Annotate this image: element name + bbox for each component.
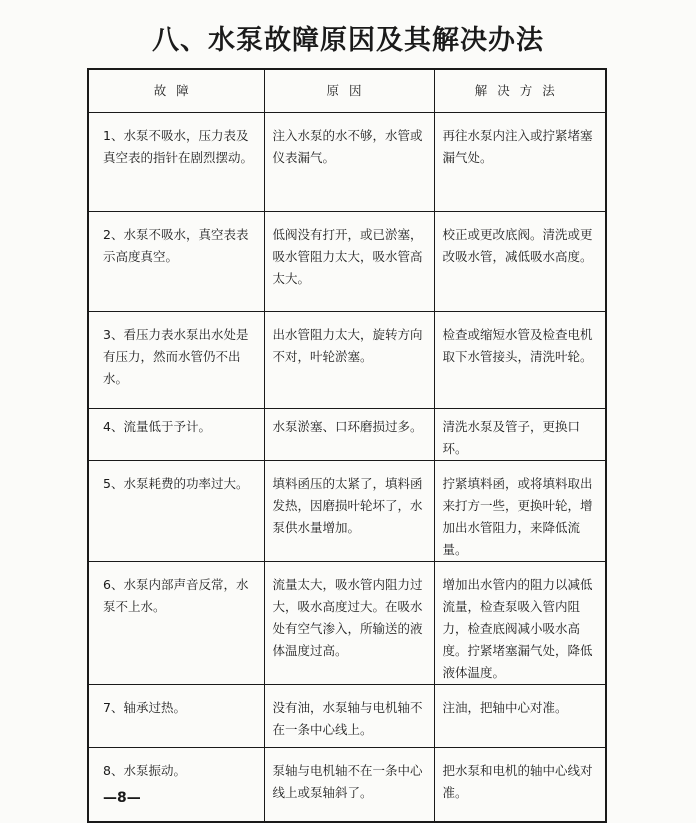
- table-row: [88, 748, 606, 823]
- solution-text: 校正或更改底阀。清洗或更改吸水管，减低吸水高度。: [442, 227, 593, 264]
- fault-cell: [88, 461, 264, 562]
- cause-text: 没有油，水泵轴与电机轴不在一条中心线上。: [272, 700, 423, 737]
- table-row: [88, 562, 606, 685]
- solution-cell: [434, 685, 606, 748]
- page-number: —8—: [103, 790, 141, 806]
- fault-text: 4、流量低于予计。: [103, 419, 211, 434]
- table-row: [88, 113, 606, 212]
- cause-text: 流量太大，吸水管内阻力过大，吸水高度过大。在吸水处有空气渗入，所输送的液体温度过高。: [272, 577, 423, 658]
- fault-cell: [88, 685, 264, 748]
- cause-text: 出水管阻力太大，旋转方向不对，叶轮淤塞。: [272, 327, 423, 364]
- page-title: 八、水泵故障原因及其解决办法: [152, 25, 544, 56]
- fault-cell: [88, 748, 264, 823]
- cause-text: 水泵淤塞、口环磨损过多。: [272, 419, 423, 434]
- solution-text: 拧紧填料函，或将填料取出来打方一些，更换叶轮，增加出水管阻力，来降低流量。: [442, 476, 593, 557]
- fault-cell: [88, 409, 264, 461]
- fault-cell: [88, 562, 264, 685]
- solution-text: 再往水泵内注入或拧紧堵塞漏气处。: [442, 128, 593, 165]
- cause-cell: [264, 461, 434, 562]
- table-row: [88, 312, 606, 409]
- solution-text: 清洗水泵及管子，更换口环。: [442, 419, 581, 456]
- cause-text: 填料函压的太紧了，填料函发热，因磨损叶轮坏了，水泵供水量增加。: [272, 476, 423, 535]
- solution-cell: [434, 748, 606, 823]
- cause-cell: [264, 685, 434, 748]
- header-cause: 原因: [264, 69, 434, 113]
- fault-cell: [88, 212, 264, 312]
- table-row: [88, 409, 606, 461]
- cause-text: 低阀没有打开，或已淤塞，吸水管阻力太大，吸水管高太大。: [272, 227, 423, 286]
- table-row: [88, 461, 606, 562]
- cause-cell: [264, 113, 434, 212]
- cause-text: 泵轴与电机轴不在一条中心线上或泵轴斜了。: [272, 763, 423, 800]
- table-row: [88, 685, 606, 748]
- fault-text: 6、水泵内部声音反常，水泵不上水。: [103, 577, 249, 614]
- fault-text: 3、看压力表水泵出水处是有压力，然而水管仍不出水。: [103, 327, 249, 386]
- solution-cell: [434, 212, 606, 312]
- solution-cell: [434, 312, 606, 409]
- solution-text: 把水泵和电机的轴中心线对准。: [442, 763, 593, 800]
- fault-table: [87, 68, 607, 823]
- cause-text: 注入水泵的水不够，水管或仪表漏气。: [272, 128, 423, 165]
- cause-cell: [264, 409, 434, 461]
- cause-cell: [264, 312, 434, 409]
- cause-cell: [264, 748, 434, 823]
- table-header-row: [88, 69, 606, 113]
- fault-cell: [88, 113, 264, 212]
- cause-cell: [264, 562, 434, 685]
- fault-text: 5、水泵耗费的功率过大。: [103, 476, 249, 491]
- table-row: [88, 212, 606, 312]
- fault-cell: [88, 312, 264, 409]
- solution-cell: [434, 409, 606, 461]
- solution-text: 注油，把轴中心对准。: [442, 700, 568, 715]
- solution-cell: [434, 113, 606, 212]
- fault-text: 2、水泵不吸水，真空表表示高度真空。: [103, 227, 249, 264]
- solution-cell: [434, 562, 606, 685]
- fault-text: 8、水泵振动。: [103, 763, 186, 778]
- fault-text: 1、水泵不吸水，压力表及真空表的指针在剧烈摆动。: [103, 128, 254, 165]
- header-solution: 解决方法: [434, 69, 606, 113]
- solution-text: 检查或缩短水管及检查电机取下水管接头，清洗叶轮。: [442, 327, 593, 364]
- solution-text: 增加出水管内的阻力以减低流量，检查泵吸入管内阻力，检查底阀减小吸水高度。拧紧堵塞漏气处，降低液体温度。: [442, 577, 593, 680]
- solution-cell: [434, 461, 606, 562]
- header-fault: 故障: [88, 69, 264, 113]
- fault-text: 7、轴承过热。: [103, 700, 186, 715]
- cause-cell: [264, 212, 434, 312]
